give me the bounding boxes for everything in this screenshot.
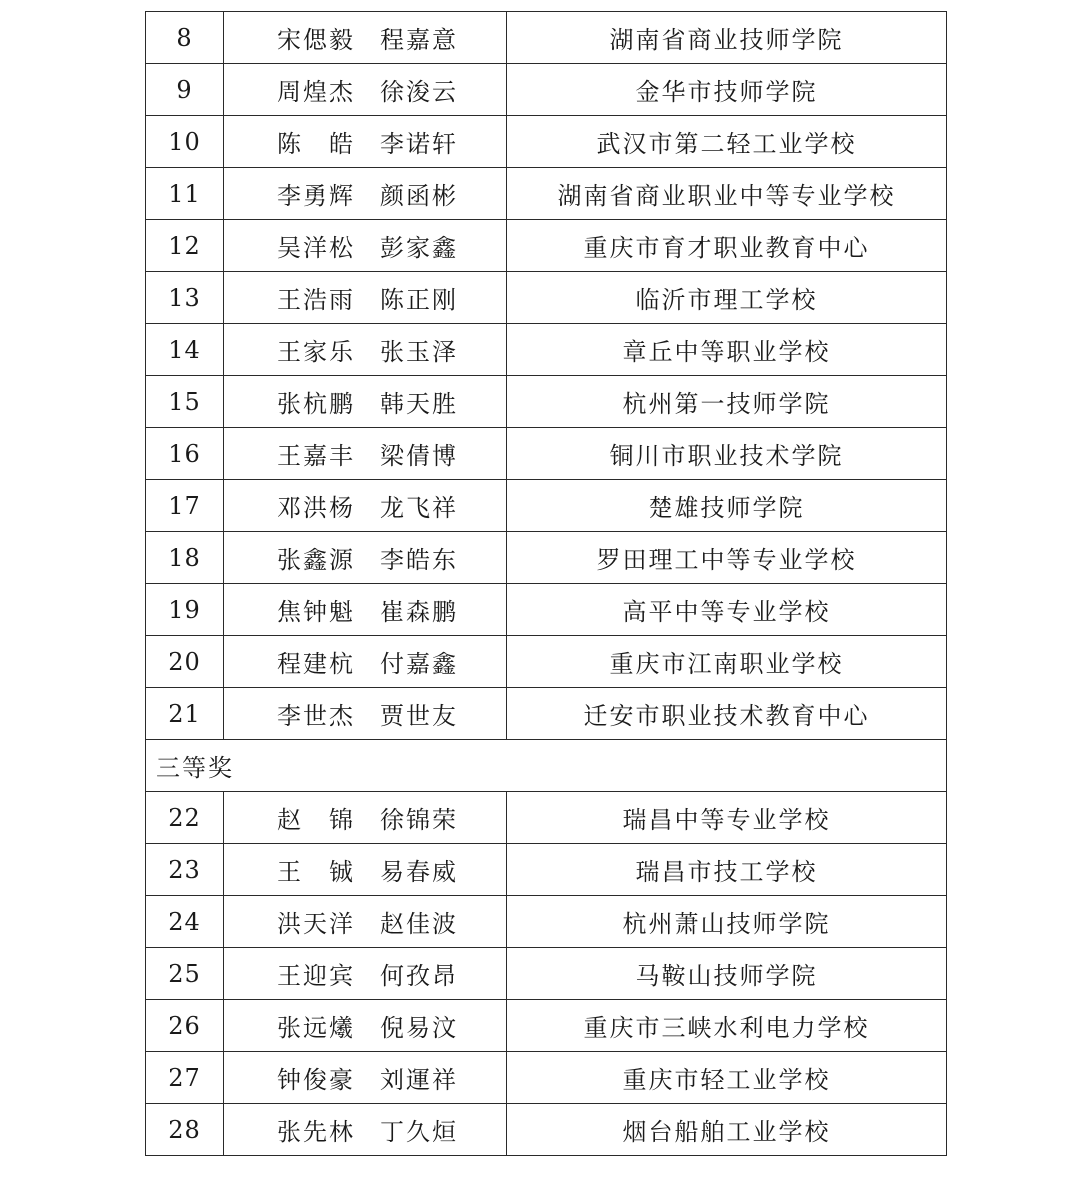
table-row bbox=[146, 948, 947, 1000]
team-members bbox=[224, 896, 507, 948]
member-name: 徐浚云 bbox=[380, 78, 458, 106]
member-name: 赵 锦 bbox=[277, 806, 355, 834]
row-number: 17 bbox=[146, 480, 224, 532]
member-name: 丁久烜 bbox=[380, 1118, 458, 1146]
school-name: 重庆市育才职业教育中心 bbox=[507, 220, 947, 272]
table-row bbox=[146, 1052, 947, 1104]
team-members bbox=[224, 116, 507, 168]
team-members bbox=[224, 532, 507, 584]
row-number: 19 bbox=[146, 584, 224, 636]
member-name: 何孜昂 bbox=[380, 962, 458, 990]
team-members bbox=[224, 480, 507, 532]
school-name: 湖南省商业职业中等专业学校 bbox=[507, 168, 947, 220]
school-name: 章丘中等职业学校 bbox=[507, 324, 947, 376]
school-name: 瑞昌中等专业学校 bbox=[507, 792, 947, 844]
row-number: 23 bbox=[146, 844, 224, 896]
team-members bbox=[224, 1104, 507, 1156]
team-members bbox=[224, 1000, 507, 1052]
table-row bbox=[146, 64, 947, 116]
team-members bbox=[224, 636, 507, 688]
member-name: 倪易汶 bbox=[380, 1014, 458, 1042]
member-name: 焦钟魁 bbox=[277, 598, 355, 626]
team-members bbox=[224, 844, 507, 896]
team-members bbox=[224, 792, 507, 844]
member-name: 颜函彬 bbox=[380, 182, 458, 210]
table-row bbox=[146, 688, 947, 740]
row-number: 13 bbox=[146, 272, 224, 324]
school-name: 马鞍山技师学院 bbox=[507, 948, 947, 1000]
team-members bbox=[224, 948, 507, 1000]
row-number: 18 bbox=[146, 532, 224, 584]
member-name: 李勇辉 bbox=[277, 182, 355, 210]
school-name: 瑞昌市技工学校 bbox=[507, 844, 947, 896]
row-number: 24 bbox=[146, 896, 224, 948]
school-name: 临沂市理工学校 bbox=[507, 272, 947, 324]
table-row bbox=[146, 896, 947, 948]
table-row bbox=[146, 584, 947, 636]
school-name: 杭州萧山技师学院 bbox=[507, 896, 947, 948]
school-name: 湖南省商业技师学院 bbox=[507, 12, 947, 64]
team-members bbox=[224, 584, 507, 636]
member-name: 张杭鹏 bbox=[277, 390, 355, 418]
table-row bbox=[146, 428, 947, 480]
table-row bbox=[146, 480, 947, 532]
team-members bbox=[224, 688, 507, 740]
team-members bbox=[224, 168, 507, 220]
table-row bbox=[146, 116, 947, 168]
member-name: 吴洋松 bbox=[277, 234, 355, 262]
row-number: 9 bbox=[146, 64, 224, 116]
row-number: 26 bbox=[146, 1000, 224, 1052]
section-header-row bbox=[146, 740, 947, 792]
table-row bbox=[146, 324, 947, 376]
school-name: 杭州第一技师学院 bbox=[507, 376, 947, 428]
member-name: 梁倩博 bbox=[380, 442, 458, 470]
member-name: 洪天洋 bbox=[277, 910, 355, 938]
member-name: 周煌杰 bbox=[277, 78, 355, 106]
team-members bbox=[224, 12, 507, 64]
team-members bbox=[224, 324, 507, 376]
school-name: 高平中等专业学校 bbox=[507, 584, 947, 636]
member-name: 龙飞祥 bbox=[380, 494, 458, 522]
row-number: 11 bbox=[146, 168, 224, 220]
row-number: 27 bbox=[146, 1052, 224, 1104]
team-members bbox=[224, 272, 507, 324]
school-name: 罗田理工中等专业学校 bbox=[507, 532, 947, 584]
member-name: 张先林 bbox=[277, 1118, 355, 1146]
member-name: 宋偲毅 bbox=[277, 26, 355, 54]
row-number: 20 bbox=[146, 636, 224, 688]
school-name: 重庆市轻工业学校 bbox=[507, 1052, 947, 1104]
member-name: 陈 皓 bbox=[277, 130, 355, 158]
school-name: 烟台船舶工业学校 bbox=[507, 1104, 947, 1156]
member-name: 易春威 bbox=[380, 858, 458, 886]
member-name: 张玉泽 bbox=[380, 338, 458, 366]
table-row bbox=[146, 220, 947, 272]
table-row bbox=[146, 792, 947, 844]
member-name: 韩天胜 bbox=[380, 390, 458, 418]
table-row bbox=[146, 636, 947, 688]
team-members bbox=[224, 1052, 507, 1104]
member-name: 贾世友 bbox=[380, 702, 458, 730]
member-name: 陈正刚 bbox=[380, 286, 458, 314]
school-name: 楚雄技师学院 bbox=[507, 480, 947, 532]
member-name: 王 铖 bbox=[277, 858, 355, 886]
team-members bbox=[224, 220, 507, 272]
member-name: 李皓东 bbox=[380, 546, 458, 574]
member-name: 李世杰 bbox=[277, 702, 355, 730]
table-body bbox=[146, 12, 947, 1156]
member-name: 赵佳波 bbox=[380, 910, 458, 938]
section-title-third-prize: 三等奖 bbox=[146, 740, 947, 792]
table-row bbox=[146, 532, 947, 584]
member-name: 程嘉意 bbox=[380, 26, 458, 54]
member-name: 王家乐 bbox=[277, 338, 355, 366]
team-members bbox=[224, 64, 507, 116]
member-name: 张鑫源 bbox=[277, 546, 355, 574]
school-name: 迁安市职业技术教育中心 bbox=[507, 688, 947, 740]
row-number: 22 bbox=[146, 792, 224, 844]
team-members bbox=[224, 376, 507, 428]
member-name: 刘運祥 bbox=[380, 1066, 458, 1094]
member-name: 王浩雨 bbox=[277, 286, 355, 314]
table-row bbox=[146, 168, 947, 220]
member-name: 付嘉鑫 bbox=[380, 650, 458, 678]
table-row bbox=[146, 844, 947, 896]
school-name: 重庆市三峡水利电力学校 bbox=[507, 1000, 947, 1052]
table-row bbox=[146, 1104, 947, 1156]
row-number: 8 bbox=[146, 12, 224, 64]
school-name: 金华市技师学院 bbox=[507, 64, 947, 116]
table-row bbox=[146, 12, 947, 64]
member-name: 王迎宾 bbox=[277, 962, 355, 990]
member-name: 王嘉丰 bbox=[277, 442, 355, 470]
member-name: 彭家鑫 bbox=[380, 234, 458, 262]
member-name: 程建杭 bbox=[277, 650, 355, 678]
row-number: 14 bbox=[146, 324, 224, 376]
member-name: 钟俊豪 bbox=[277, 1066, 355, 1094]
row-number: 21 bbox=[146, 688, 224, 740]
member-name: 邓洪杨 bbox=[277, 494, 355, 522]
member-name: 崔森鹏 bbox=[380, 598, 458, 626]
row-number: 16 bbox=[146, 428, 224, 480]
school-name: 重庆市江南职业学校 bbox=[507, 636, 947, 688]
row-number: 15 bbox=[146, 376, 224, 428]
row-number: 28 bbox=[146, 1104, 224, 1156]
school-name: 铜川市职业技术学院 bbox=[507, 428, 947, 480]
member-name: 张远爔 bbox=[277, 1014, 355, 1042]
member-name: 徐锦荣 bbox=[380, 806, 458, 834]
table-row bbox=[146, 1000, 947, 1052]
member-name: 李诺轩 bbox=[380, 130, 458, 158]
school-name: 武汉市第二轻工业学校 bbox=[507, 116, 947, 168]
team-members bbox=[224, 428, 507, 480]
row-number: 10 bbox=[146, 116, 224, 168]
row-number: 12 bbox=[146, 220, 224, 272]
award-winners-table bbox=[145, 11, 947, 1156]
table-row bbox=[146, 272, 947, 324]
row-number: 25 bbox=[146, 948, 224, 1000]
table-row bbox=[146, 376, 947, 428]
